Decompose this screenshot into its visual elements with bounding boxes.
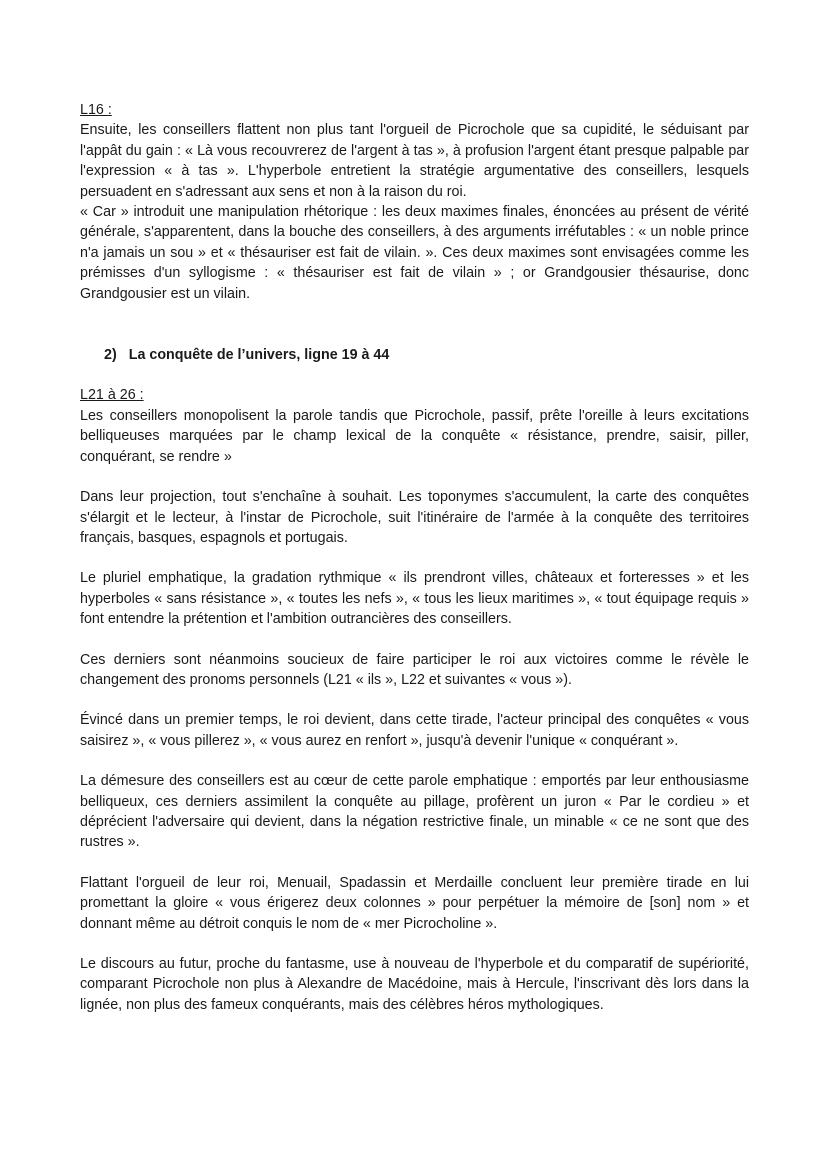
line-reference-l21-26: L21 à 26 : xyxy=(80,387,144,404)
section-heading-2 xyxy=(104,345,749,365)
paragraph-conquest-lexicon: Les conseillers monopolisent la parole tandis que Picrochole, passif, prête l'oreille à leurs excitations belliqueuses marquées par le champ lexical de la conquête « résistance, prendre, saisir, piller, conquérant, se rendre » xyxy=(80,407,749,465)
line-reference-l16: L16 : xyxy=(80,102,112,118)
paragraph-glory: Flattant l'orgueil de leur roi, Menuail, Spadassin et Merdaille concluent leur première tirade en lui promettant la gloire « vous érigerez deux colonnes » pour perpétuer la mémoire de [son] nom » et donnant même au détroit conquis le nom de « mer Picrocholine ». xyxy=(80,874,749,932)
paragraph-emphatic-plural: Le pluriel emphatique, la gradation rythmique « ils prendront villes, châteaux et forteresses » et les hyperboles « sans résistance », « toutes les nefs », « tous les lieux maritimes », « tout équipage requis » font entendre la prétention et l'ambition outrancières des conseillers. xyxy=(80,570,749,628)
paragraph-future-discourse: Le discours au futur, proche du fantasme, use à nouveau de l'hyperbole et du comparatif de supériorité, comparant Picrochole non plus à Alexandre de Macédoine, mais à Hercule, l'inscrivant dès lors dans la lignée, non plus des fameux conquérants, mais des célèbres héros mythologiques. xyxy=(80,956,749,1013)
paragraph-pronouns: Ces derniers sont néanmoins soucieux de faire participer le roi aux victoires comme le révèle le changement des pronoms personnels (L21 « ils », L22 et suivantes « vous »). xyxy=(80,651,749,688)
paragraph-toponyms: Dans leur projection, tout s'enchaîne à souhait. Les toponymes s'accumulent, la carte des conquêtes s'élargit et le lecteur, à l'instar de Picrochole, suit l'itinéraire de l'armée à la conquête des territoires français, basques, espagnols et portugais. xyxy=(80,489,749,546)
paragraph-l16-cupidity: Ensuite, les conseillers flattent non plus tant l'orgueil de Picrochole que sa cupidité, le séduisant par l'appât du gain : « Là vous recouvrerez de l'argent à tas », à profusion l'argent étant presque palpable par l'expression « à tas ». L'hyperbole entretient la stratégie argumentative des conseillers, lesquels persuadent en s'adressant aux sens et non à la raison du roi. xyxy=(80,122,749,200)
document-page xyxy=(80,100,749,1015)
section-number: 2) xyxy=(104,347,117,364)
paragraph-l16-syllogism: « Car » introduit une manipulation rhétorique : les deux maximes finales, énoncées au présent de vérité générale, s'apparentent, dans la bouche des conseillers, à des arguments irréfutables : « un noble prince n'a jamais un sou » et « thésauriser est fait de vilain. ». Ces deux maximes sont envisagées comme les prémisses d'un syllogisme : « thésauriser est fait de vilain » ; or Grandgousier thésaurise, donc Grandgousier est un vilain. xyxy=(80,204,749,302)
paragraph-king-actor: Évincé dans un premier temps, le roi devient, dans cette tirade, l'acteur principal des conquêtes « vous saisirez », « vous pillerez », « vous aurez en renfort », jusqu'à devenir l'unique « conquérant ». xyxy=(80,712,749,749)
section-title: La conquête de l’univers, ligne 19 à 44 xyxy=(128,347,390,364)
paragraph-excess: La démesure des conseillers est au cœur de cette parole emphatique : emportés par leur enthousiasme belliqueux, ces derniers assimilent la conquête au pillage, profèrent un juron « Par le cordieu » et déprécient l'adversaire qui devient, dans la négation restrictive finale, un minable « ce ne sont que des rustres ». xyxy=(80,773,749,851)
